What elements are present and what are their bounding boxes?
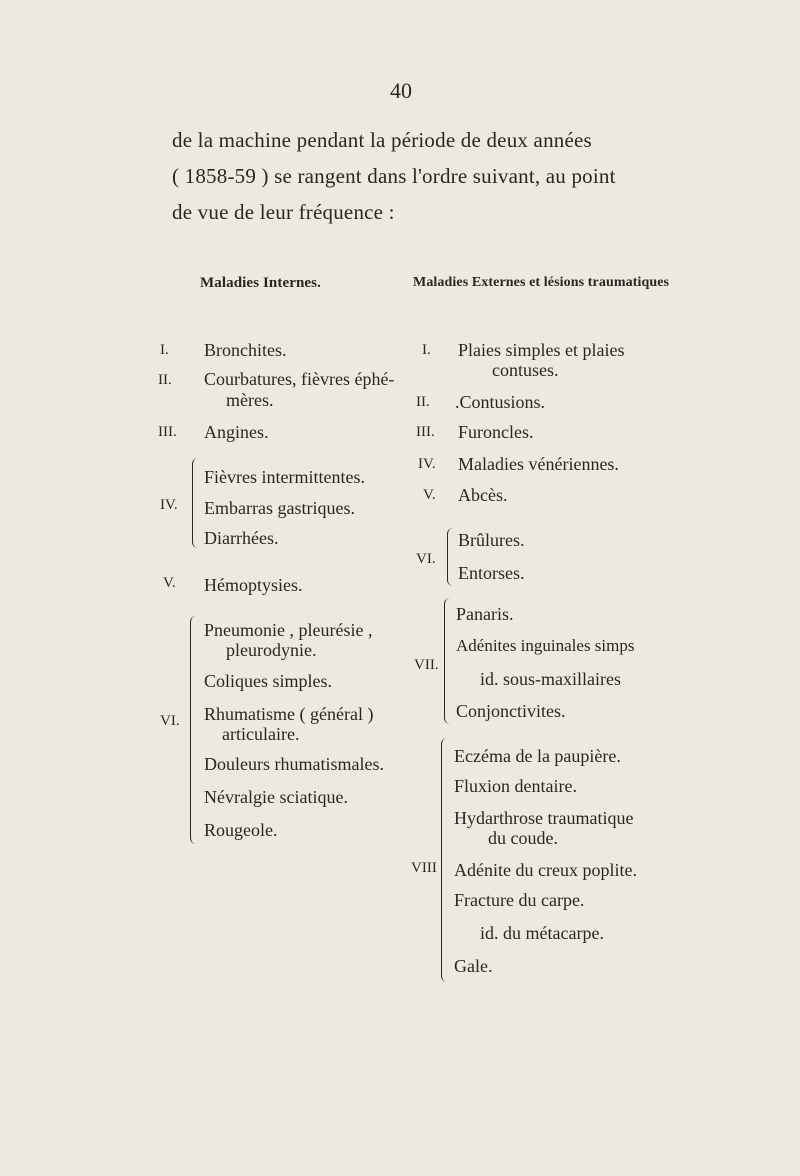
left-item: Angines. xyxy=(204,422,269,442)
right-item: Gale. xyxy=(454,956,493,976)
left-item: mères. xyxy=(226,390,274,410)
left-item: Coliques simples. xyxy=(204,671,333,691)
left-item: Rougeole. xyxy=(204,820,278,840)
right-item: Brûlures. xyxy=(458,530,525,550)
right-item: id. du métacarpe. xyxy=(480,923,604,943)
intro-line-1: de la machine pendant la période de deux années xyxy=(172,128,592,152)
left-numeral: III. xyxy=(158,424,177,440)
right-numeral: IV. xyxy=(418,456,436,472)
right-item: .Contusions. xyxy=(455,392,546,412)
left-item: Bronchites. xyxy=(204,340,287,360)
right-item: Hydarthrose traumatique xyxy=(454,808,634,828)
left-numeral: V. xyxy=(163,575,176,591)
left-item: Fièvres intermittentes. xyxy=(204,467,365,487)
left-item: Courbatures, fièvres éphé- xyxy=(204,369,395,389)
right-column-header: Maladies Externes et lésions traumatiques xyxy=(413,275,670,290)
left-item: Diarrhées. xyxy=(204,528,279,548)
right-item: Maladies vénériennes. xyxy=(458,454,619,474)
right-item: Plaies simples et plaies xyxy=(458,340,625,360)
left-item: Névralgie sciatique. xyxy=(204,787,348,807)
right-numeral: III. xyxy=(416,424,435,440)
right-numeral: II. xyxy=(416,394,430,410)
right-item: Adénite du creux poplite. xyxy=(454,860,637,880)
right-brace-viii xyxy=(441,738,449,982)
right-numeral: VII. xyxy=(414,657,439,673)
right-item: Adénites inguinales simps xyxy=(456,636,635,655)
right-brace-vi xyxy=(447,528,455,586)
page-number: 40 xyxy=(390,78,412,103)
right-item: Panaris. xyxy=(456,604,514,624)
left-brace-iv xyxy=(192,458,200,548)
left-item: Embarras gastriques. xyxy=(204,498,355,518)
left-item: Pneumonie , pleurésie , xyxy=(204,620,373,640)
left-item: Rhumatisme ( général ) xyxy=(204,704,374,724)
right-numeral: VIII xyxy=(411,860,437,876)
right-item: Abcès. xyxy=(458,485,508,505)
left-numeral: I. xyxy=(160,342,169,358)
left-numeral: II. xyxy=(158,372,172,388)
left-brace-vi xyxy=(190,616,198,844)
right-numeral: V. xyxy=(423,487,436,503)
right-item: Furoncles. xyxy=(458,422,534,442)
right-item: Eczéma de la paupière. xyxy=(454,746,621,766)
right-item: Conjonctivites. xyxy=(456,701,566,721)
left-numeral: IV. xyxy=(160,497,178,513)
left-item: articulaire. xyxy=(222,724,300,744)
left-item: Douleurs rhumatismales. xyxy=(204,754,384,774)
intro-line-2: ( 1858-59 ) se rangent dans l'ordre suivant, au point xyxy=(172,164,616,188)
right-brace-vii xyxy=(444,598,452,724)
right-numeral: I. xyxy=(422,342,431,358)
left-column-header: Maladies Internes. xyxy=(200,275,321,291)
right-item: Fluxion dentaire. xyxy=(454,776,577,796)
left-item: Hémoptysies. xyxy=(204,575,303,595)
right-item: contuses. xyxy=(492,360,559,380)
intro-line-3: de vue de leur fréquence : xyxy=(172,200,395,224)
right-item: Entorses. xyxy=(458,563,525,583)
left-item: pleurodynie. xyxy=(226,640,317,660)
left-numeral: VI. xyxy=(160,713,180,729)
right-item: du coude. xyxy=(488,828,558,848)
right-numeral: VI. xyxy=(416,551,436,567)
right-item: Fracture du carpe. xyxy=(454,890,585,910)
right-item: id. sous-maxillaires xyxy=(480,669,621,689)
